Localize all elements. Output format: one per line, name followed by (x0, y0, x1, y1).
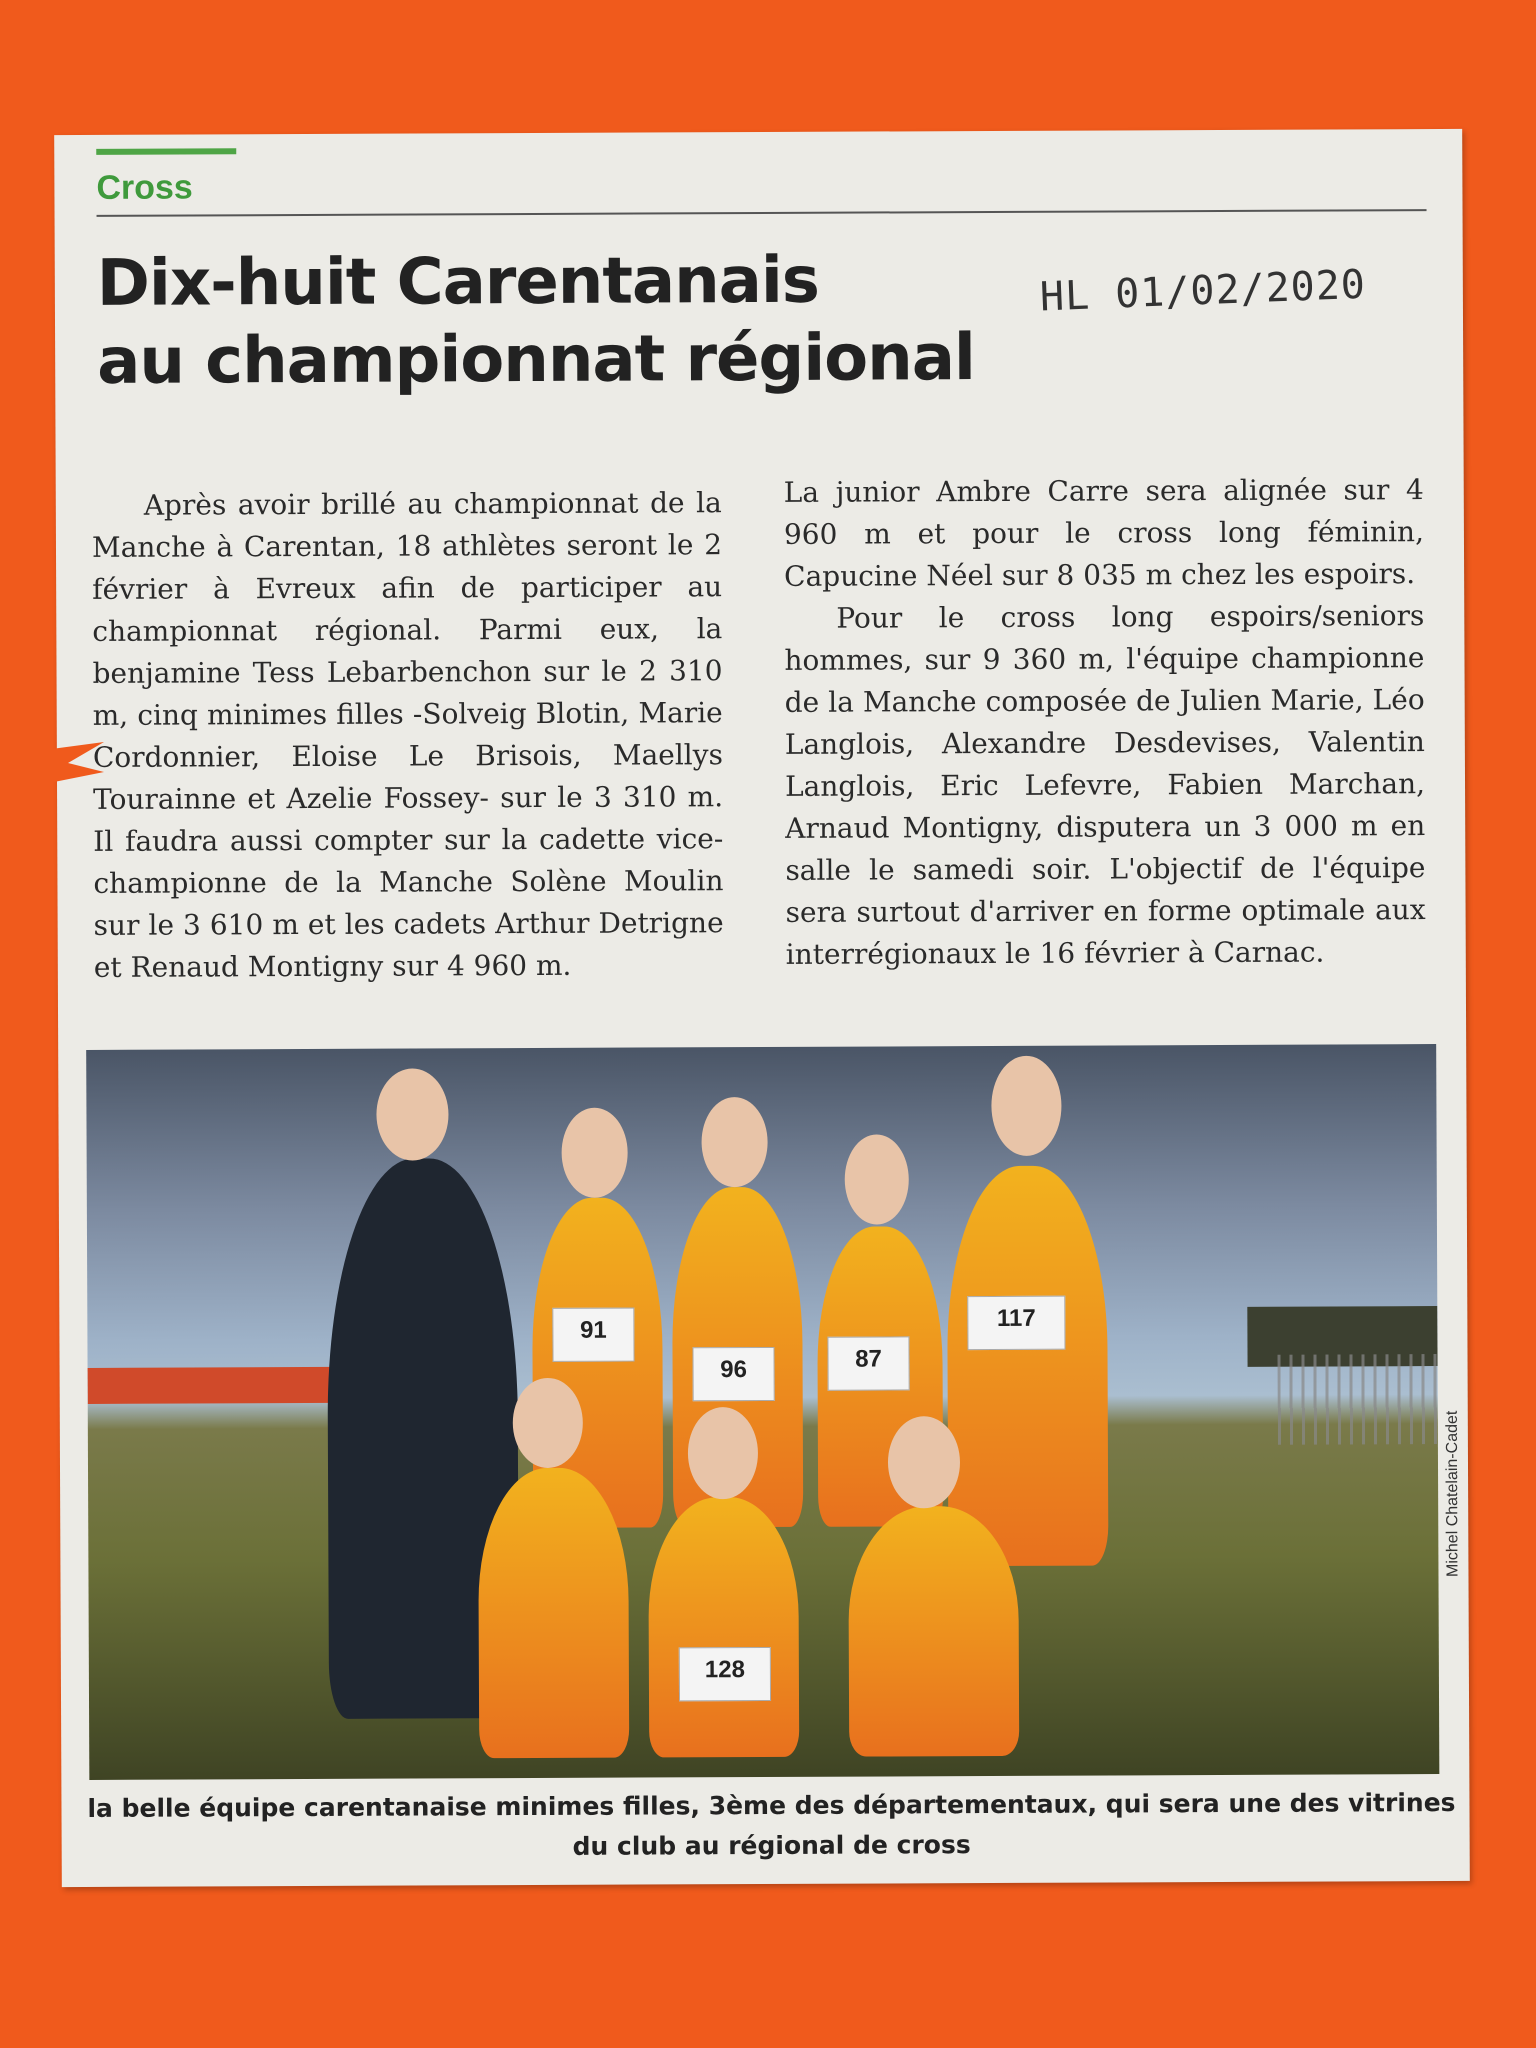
person-runner-128-head (688, 1407, 758, 1499)
person-runner-117 (947, 1165, 1109, 1566)
person-runner-128 (648, 1497, 799, 1758)
article-column-right (784, 469, 1426, 976)
paragraph-right-1: La junior Ambre Carre sera alignée sur 4 960 m et pour le cross long féminin, Capucine Néel sur 8 035 m chez les espoirs. (783, 473, 1424, 593)
rubric-bar (96, 148, 236, 155)
person-runner-91-head (561, 1108, 627, 1198)
article-column-left (92, 482, 724, 989)
headline (97, 241, 1098, 401)
photo-fence (1278, 1354, 1438, 1445)
handwritten-date-note: HL 01/02/2020 (1039, 261, 1367, 321)
bib-87: 87 (827, 1336, 909, 1390)
header-rule (97, 209, 1427, 217)
person-runner-kneeling-1 (478, 1468, 629, 1759)
paragraph-right-2: Pour le cross long espoirs/seniors hommes, sur 9 360 m, l'équipe championne de la Manche composée de Julien Marie, Léo Langlois, Alexandre Desdevises, Valentin Langlois, Eric Lefevre, Fabien Marchan, Arnaud Montigny, disputera un 3 000 m en salle le samedi soir. L'objectif de l'équipe sera surtout d'arriver en forme optimale aux interrégionaux le 16 février à Carnac. (784, 599, 1426, 971)
photo-credit: Michel Chatelain-Cadet (1443, 1410, 1462, 1578)
paragraph-left-1: Après avoir brillé au championnat de la Manche à Carentan, 18 athlètes seront le 2 février à Evreux afin de participer au championnat régional. Parmi eux, la benjamine Tess Lebarbenchon sur le 2 310 m, cinq minimes filles -Solveig Blotin, Marie Cordonnier, Eloise Le Brisois, Maellys Tourainne et Azelie Fossey- sur le 3 310 m. Il faudra aussi compter sur la cadette vice-championne de la Manche Solène Moulin sur le 3 610 m et les cadets Arthur Detrigne et Renaud Montigny sur 4 960 m. (91, 486, 724, 984)
bib-117: 117 (967, 1296, 1065, 1350)
photo-start-banner (88, 1367, 358, 1404)
person-runner-96-head (701, 1097, 767, 1187)
person-runner-87-head (845, 1134, 909, 1224)
person-runner-117-head (991, 1056, 1061, 1156)
person-runner-kneeling-3 (848, 1506, 1019, 1757)
person-runner-kneeling-1-head (513, 1378, 583, 1468)
bib-91: 91 (552, 1308, 634, 1362)
bib-96: 96 (692, 1347, 774, 1401)
person-runner-kneeling-3-head (888, 1416, 960, 1508)
bib-128: 128 (679, 1647, 771, 1701)
headline-line-2: au championnat régional (97, 321, 976, 399)
headline-line-1: Dix-huit Carentanais (96, 243, 820, 321)
newspaper-clipping (54, 129, 1470, 1887)
photo-caption: la belle équipe carentanaise minimes filles, 3ème des départementaux, qui sera une des vitrines du club au régional de cross (87, 1787, 1456, 1861)
rubric-label: Cross (96, 168, 193, 207)
person-coach-head (376, 1068, 448, 1160)
team-photo (86, 1044, 1439, 1780)
